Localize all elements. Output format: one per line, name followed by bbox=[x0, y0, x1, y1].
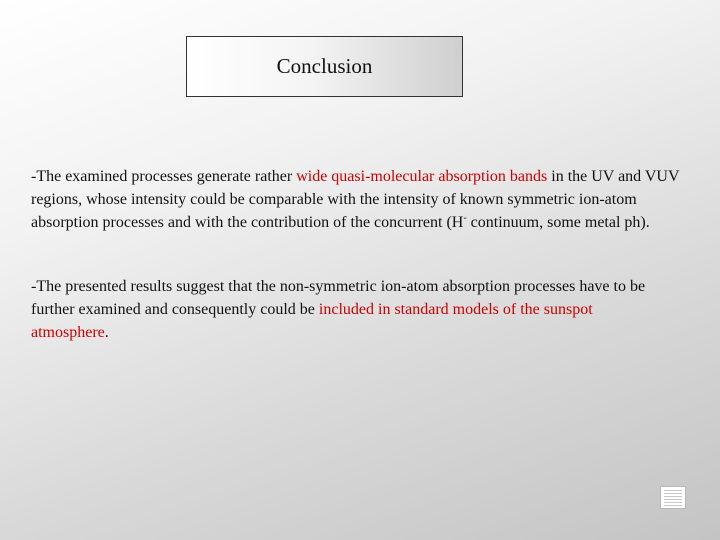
slide-title-box bbox=[186, 36, 463, 97]
p2-text-b: . bbox=[104, 324, 109, 341]
conclusion-paragraph-2 bbox=[31, 275, 671, 344]
p1-superscript: - bbox=[463, 212, 467, 224]
slide-title: Conclusion bbox=[276, 54, 373, 78]
conclusion-paragraph-1 bbox=[31, 165, 696, 234]
p1-text-a: -The examined processes generate rather bbox=[31, 168, 297, 185]
p2-text-a: -The presented results suggest that the non-symmetric ion-atom absorption processes have to be further examined and consequently could be bbox=[31, 278, 646, 318]
slide-thumbnail-icon bbox=[660, 486, 686, 509]
p1-text-b: in the UV and VUV regions, whose intensity could be comparable with the intensity of known symmetric ion-atom absorption processes and with the contribution of the concurrent (H bbox=[31, 168, 680, 231]
p1-highlight: wide quasi-molecular absorption bands bbox=[296, 168, 548, 185]
p2-highlight: included in standard models of the sunspot atmosphere bbox=[31, 301, 593, 341]
p1-text-c: continuum, some metal ph). bbox=[466, 214, 650, 231]
